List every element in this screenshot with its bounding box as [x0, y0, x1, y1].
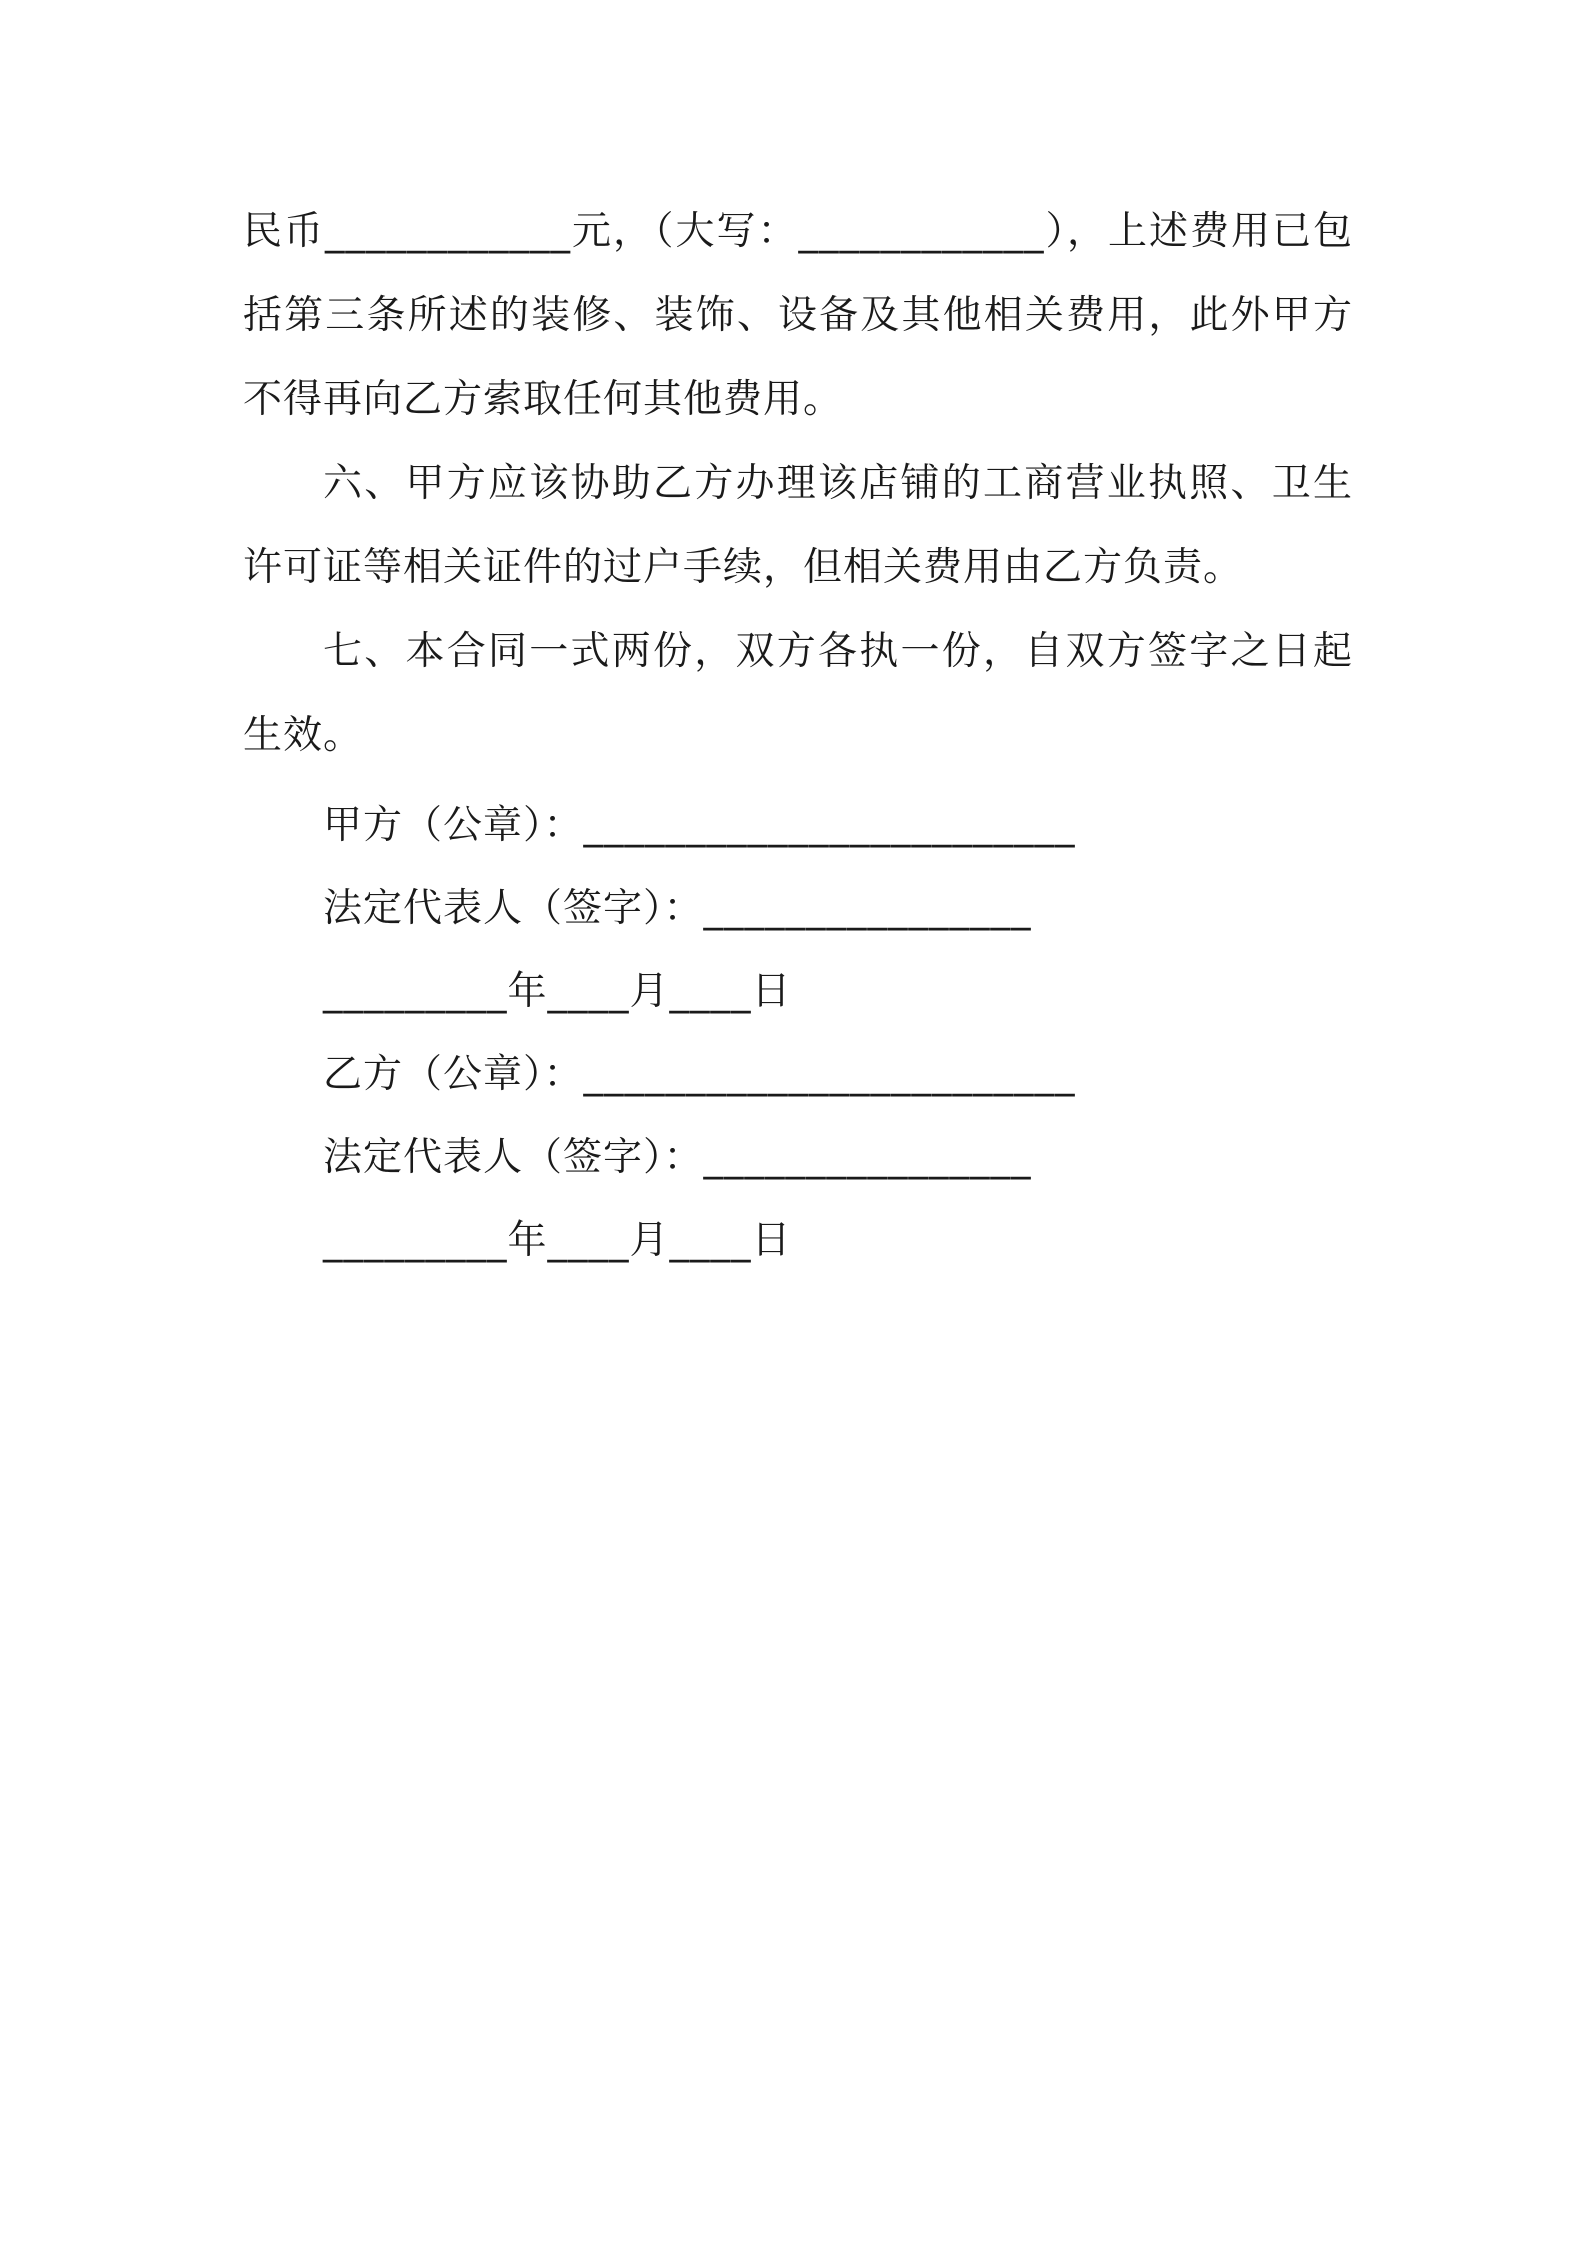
party-b-seal-line: 乙方（公章）：________________________: [323, 1052, 1076, 1097]
clause-7-paragraph: 七、本合同一式两份，双方各执一份，自双方签字之日起生效。: [243, 629, 1353, 758]
clause-6-paragraph: 六、甲方应该协助乙方办理该店铺的工商营业执照、卫生许可证等相关证件的过户手续，但相关费用由乙方负责。: [243, 461, 1353, 590]
party-b-date-line: _________年____月____日: [323, 1218, 792, 1263]
document-page: [243, 190, 1353, 1282]
payment-clause-paragraph: 民币____________元，（大写：____________），上述费用已包括第三条所述的装修、装饰、设备及其他相关费用，此外甲方不得再向乙方索取任何其他费用。: [243, 209, 1353, 422]
party-a-seal-line: 甲方（公章）：________________________: [323, 803, 1076, 848]
party-a-date-line: _________年____月____日: [323, 969, 792, 1014]
party-a-representative-line: 法定代表人（签字）：________________: [323, 886, 1032, 931]
party-b-representative-line: 法定代表人（签字）：________________: [323, 1135, 1032, 1180]
signature-block: [243, 784, 1353, 1282]
